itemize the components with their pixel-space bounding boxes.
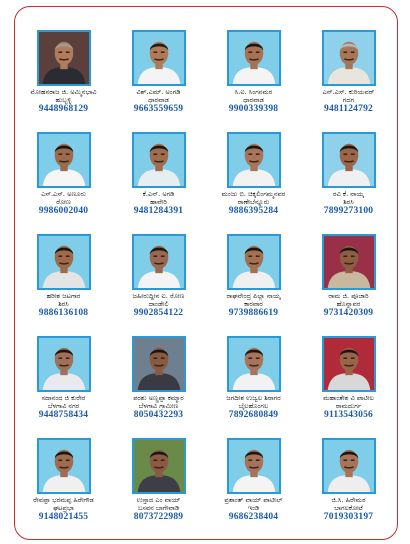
- member-name-line: ಪ್ರಶಾಂತ್ ವಾಯ್ ಪಾಟೀಲ್: [224, 496, 283, 504]
- person-portrait-icon: [39, 440, 89, 492]
- member-name: [18, 394, 110, 410]
- member-place: ಹಾವೇರಿ: [150, 198, 167, 206]
- member-card: [301, 438, 396, 534]
- member-card: [206, 438, 301, 534]
- member-name: [208, 496, 300, 512]
- member-card: [301, 30, 396, 126]
- member-card: [206, 30, 301, 126]
- member-card: [206, 234, 301, 330]
- member-photo: [227, 132, 281, 188]
- person-portrait-icon: [134, 236, 184, 288]
- person-portrait-icon: [324, 338, 374, 390]
- member-photo: [132, 30, 186, 86]
- member-place: ರಾಮದುರ್ಗ: [335, 402, 362, 410]
- member-place: ಬಾಗಲಕೋಟೆ: [334, 504, 363, 512]
- person-portrait-icon: [39, 236, 89, 288]
- member-name-line: ಉಸ್ತಾದ ಎಂ ವಾಯ್: [136, 496, 181, 504]
- person-portrait-icon: [324, 32, 374, 84]
- member-name-line: ರವಿ ಕೆ. ನಾಯ್ಕ: [333, 190, 364, 198]
- person-portrait-icon: [229, 338, 279, 390]
- member-place: ಗದಗ: [342, 96, 355, 104]
- member-card: [301, 234, 396, 330]
- member-name-line: ಜಹೀರುದ್ದೀನ ಐ. ರೋಣ: [132, 292, 185, 300]
- member-place: ಶಿರಸಿ: [58, 300, 69, 308]
- person-portrait-icon: [134, 134, 184, 186]
- member-photo: [322, 234, 376, 290]
- member-phone: 9113543056: [324, 410, 373, 420]
- member-phone: 9886136108: [38, 308, 89, 318]
- member-name: [303, 190, 395, 206]
- member-card: [16, 30, 111, 126]
- member-place: ಬೆಳಗಾವಿ ಗ್ರಾಮೀಣ: [138, 402, 179, 410]
- member-name-line: ಪರಶು ಅಣ್ಣಪ್ಪಾ ಕಮ್ಮಾರ: [133, 394, 184, 402]
- member-phone: 9148021455: [38, 512, 89, 522]
- member-name: [208, 394, 300, 410]
- member-place: ಹುಬ್ಬಳ್ಳಿ: [55, 96, 72, 104]
- member-name-line: ರಾಘವೇಂದ್ರ ಪಿಲ್ಲಾ ನಾಯ್ಕ: [226, 292, 281, 300]
- member-name: [18, 88, 110, 104]
- member-photo: [322, 336, 376, 392]
- member-name: [303, 394, 395, 410]
- member-name: [18, 496, 110, 512]
- member-card: [16, 336, 111, 432]
- member-name: [208, 190, 300, 206]
- person-portrait-icon: [134, 338, 184, 390]
- member-card: [111, 438, 206, 534]
- member-name-line: ಮಂಜು ಬಿ. ಚಿಕ್ಕಲಿಂಗಮ್ಮನವರ: [221, 190, 286, 198]
- member-phone: 9731420309: [323, 308, 374, 318]
- member-name: [208, 292, 300, 308]
- member-photo: [132, 132, 186, 188]
- member-card: [301, 132, 396, 228]
- member-phone: 9986002040: [38, 206, 89, 216]
- member-name-line: ಜಗದೀಶ ಉಜ್ವಲ ಶಿರಾಗರ: [226, 394, 281, 402]
- member-card: [111, 234, 206, 330]
- member-place: ಧಾರವಾಡ: [148, 96, 169, 104]
- member-phone: 7892680849: [228, 410, 279, 420]
- person-portrait-icon: [229, 440, 279, 492]
- member-photo: [37, 132, 91, 188]
- person-portrait-icon: [134, 32, 184, 84]
- member-card: [16, 132, 111, 228]
- member-phone: 9686238404: [228, 512, 279, 522]
- member-place: ಇಂಡಿ: [247, 504, 260, 512]
- member-name: [113, 292, 205, 308]
- member-place: ಶಿರಸಿ: [343, 198, 354, 206]
- member-phone: 7899273100: [323, 206, 374, 216]
- member-name: [303, 496, 395, 512]
- member-photo: [322, 132, 376, 188]
- person-portrait-icon: [39, 134, 89, 186]
- member-phone: 9481284391: [133, 206, 184, 216]
- member-place: ಬಸವನ ಬಾಗೇವಾಡಿ: [137, 504, 180, 512]
- member-name: [208, 88, 300, 104]
- member-phone: 9448758434: [38, 410, 89, 420]
- member-place: ಬೆಳಗಾವಿ ನಗರ: [47, 402, 80, 410]
- member-card: [206, 132, 301, 228]
- member-place: ಘಟಪ್ರಭಾ: [53, 504, 74, 512]
- member-card: [111, 30, 206, 126]
- member-name-line: ಸಿ.ಐ. ಸಿಂಗನಮರ: [234, 88, 273, 96]
- member-name: [113, 394, 205, 410]
- member-photo: [322, 30, 376, 86]
- member-photo: [227, 438, 281, 494]
- member-place: ರಾಣೇಬೆನ್ನೂರು: [237, 198, 270, 206]
- member-name-line: ಮಹಾಂತೇಶ ವಿ ಪಾಟೀಲ: [323, 394, 374, 402]
- member-name-line: ಕೆ.ಎನ್. ಅಗಡಿ: [142, 190, 175, 198]
- member-place: ರೋಣ: [56, 198, 71, 206]
- member-phone: 9739886619: [228, 308, 279, 318]
- member-place: ದಾಂಡೇಲಿ: [148, 300, 169, 308]
- member-name: [303, 88, 395, 104]
- member-name-line: ಮೋಹನರಾಜ ಜಿ. ಅಮ್ಮಿನಭಾವಿ: [30, 88, 97, 96]
- person-portrait-icon: [39, 32, 89, 84]
- member-photo: [227, 234, 281, 290]
- member-phone: 9481124792: [324, 104, 373, 114]
- person-portrait-icon: [324, 440, 374, 492]
- member-name-line: ರೇವಪ್ಪಾ ಭರಮಪ್ಪ ಹಿರೇಗೌಡ: [33, 496, 94, 504]
- member-photo: [227, 30, 281, 86]
- member-card: [16, 234, 111, 330]
- member-phone: 8073722989: [133, 512, 184, 522]
- member-name-line: ಎನ್.ಎಸ್. ಕುರಿಯವರ್: [322, 88, 375, 96]
- member-place: ಹೊನ್ನಾವರ: [336, 300, 361, 308]
- person-portrait-icon: [324, 134, 374, 186]
- member-name: [113, 190, 205, 206]
- member-photo: [132, 336, 186, 392]
- member-phone: 9886395284: [228, 206, 279, 216]
- member-photo: [227, 336, 281, 392]
- member-card: [111, 132, 206, 228]
- member-name: [18, 190, 110, 206]
- member-photo: [37, 30, 91, 86]
- member-place: ಬೈಲಹೊಂಗಲ: [238, 402, 269, 410]
- member-photo: [132, 234, 186, 290]
- member-name: [18, 292, 110, 308]
- member-phone: 9663559659: [133, 104, 184, 114]
- member-name-line: ಹರೀಶ ಜಟಗಾರ: [46, 292, 81, 300]
- member-card: [301, 336, 396, 432]
- member-phone: 9448968129: [38, 104, 89, 114]
- member-photo: [37, 438, 91, 494]
- member-photo: [132, 438, 186, 494]
- member-grid: [16, 30, 396, 534]
- person-portrait-icon: [324, 236, 374, 288]
- member-name: [113, 88, 205, 104]
- person-portrait-icon: [229, 32, 279, 84]
- member-name-line: ಜಿ.ಸಿ. ಹಿರೇಮಠ: [331, 496, 366, 504]
- member-phone: 9900339398: [228, 104, 279, 114]
- member-name-line: ವಿಶ್.ಎಮ್. ಅಂಗಡಿ: [136, 88, 181, 96]
- member-photo: [322, 438, 376, 494]
- member-place: ಕಾರವಾರ: [244, 300, 263, 308]
- member-place: ಧಾರವಾಡ: [243, 96, 264, 104]
- member-photo: [37, 234, 91, 290]
- member-name-line: ಎಸ್.ಎಸ್. ಅಣೂರು: [41, 190, 86, 198]
- member-photo: [37, 336, 91, 392]
- member-phone: 8050432293: [133, 410, 184, 420]
- member-card: [16, 438, 111, 534]
- person-portrait-icon: [134, 440, 184, 492]
- member-name-line: ರಾಮ ಜಿ. ಪೂಜಾರಿ: [328, 292, 369, 300]
- member-name-line: ಸದಾನಂದ ಜಿ ಕುರೇರ: [41, 394, 86, 402]
- member-card: [111, 336, 206, 432]
- member-phone: 9902854122: [133, 308, 184, 318]
- member-name: [113, 496, 205, 512]
- member-card: [206, 336, 301, 432]
- person-portrait-icon: [229, 134, 279, 186]
- person-portrait-icon: [39, 338, 89, 390]
- member-name: [303, 292, 395, 308]
- member-phone: 7019303197: [323, 512, 374, 522]
- person-portrait-icon: [229, 236, 279, 288]
